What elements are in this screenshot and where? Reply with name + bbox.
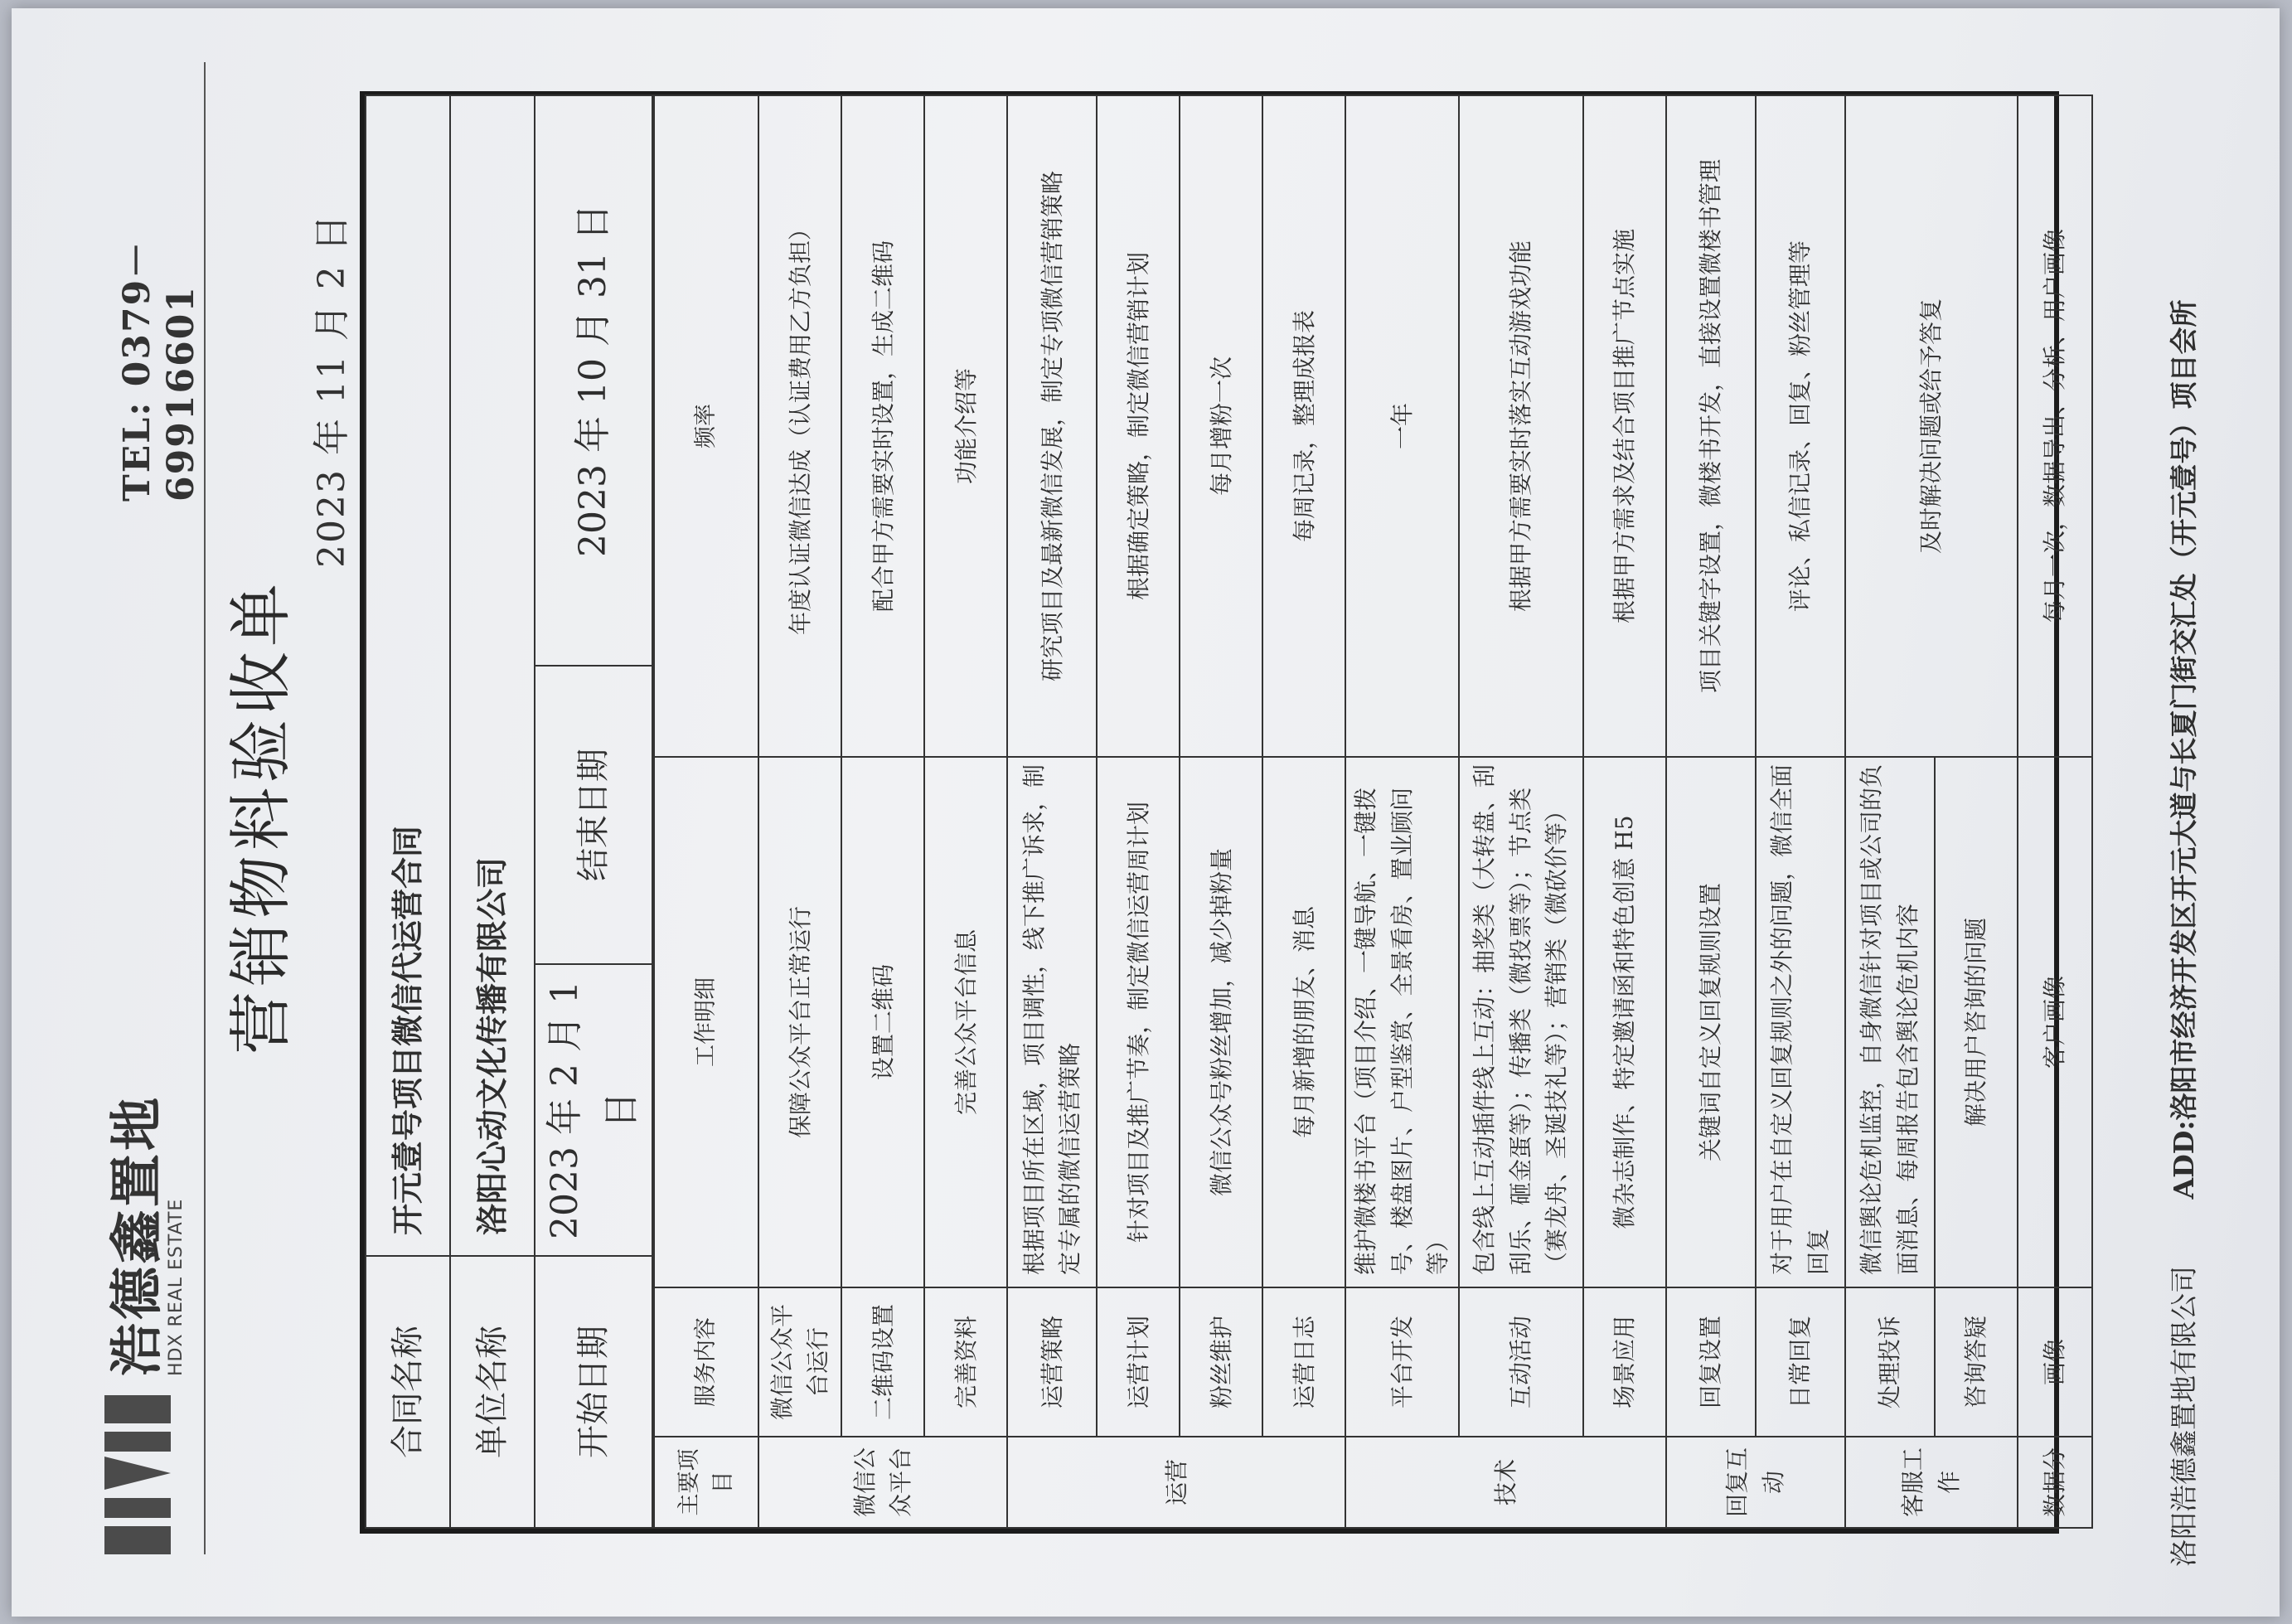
category-cell: 微信公众平台: [758, 1437, 1007, 1528]
logo-mark-icon: [104, 1393, 171, 1554]
document-footer: [2163, 41, 2202, 1567]
frequency-cell: 研究项目及最新微信发展，制定专项微信营销策略: [1007, 95, 1097, 757]
frequency-cell: 配合甲方需要实时设置，生成二维码: [841, 95, 924, 757]
telephone: TEL: 0379－69916601: [116, 240, 202, 502]
header-detail: 工作明细: [654, 757, 758, 1287]
header-service: 服务内容: [654, 1287, 758, 1437]
unit-name-row: [450, 95, 535, 1528]
service-cell: 画像: [2018, 1287, 2092, 1437]
table-row: [1666, 95, 1756, 1528]
table-row: [1345, 95, 1458, 1528]
service-cell: 处理投诉: [1845, 1287, 1935, 1437]
header-main-item: 主要项目: [654, 1437, 758, 1528]
contract-info-table: [365, 95, 653, 1529]
table-row: [1583, 95, 1666, 1528]
frequency-cell: 一年: [1345, 95, 1458, 757]
end-date-value: 2023 年 10 月 31 日: [535, 95, 652, 666]
document-date: 2023 年 11 月 2 日: [311, 213, 353, 568]
logo-name-cn: 浩德鑫置地: [107, 1094, 168, 1376]
frequency-cell: 每月一次，数据导出、分析、用户画像: [2018, 95, 2092, 757]
service-cell: 粉丝维护: [1180, 1287, 1262, 1437]
table-row: [1845, 95, 1935, 1528]
table-row: [1007, 95, 1097, 1528]
start-date-value: 2023 年 2 月 1 日: [535, 964, 652, 1256]
contract-name-value: 开元壹号项目微信代运营合同: [366, 95, 450, 1256]
detail-cell: 解决用户咨询的问题: [1935, 757, 2018, 1287]
table-row: [924, 95, 1007, 1528]
company-logo: [86, 974, 202, 1554]
frequency-cell: 及时解决问题或给予答复: [1845, 95, 2018, 757]
footer-address: ADD:洛阳市经济开发区开元大道与长夏门街交汇处（开元壹号）项目会所: [2168, 299, 2200, 1200]
header-frequency: 频率: [654, 95, 758, 757]
detail-cell: 客户画像: [2018, 757, 2092, 1287]
detail-cell: 保障公众平台正常运行: [758, 757, 841, 1287]
detail-cell: 对于用户在自定义回复规则之外的问题，微信全面回复: [1756, 757, 1845, 1287]
category-cell: 运营: [1007, 1437, 1345, 1528]
frequency-cell: 根据甲方需要实时落实互动游戏功能: [1459, 95, 1583, 757]
service-items-table: [653, 95, 2092, 1529]
detail-cell: 每月新增的朋友、消息: [1262, 757, 1345, 1287]
service-cell: 互动活动: [1459, 1287, 1583, 1437]
logo-name-en: HDX REAL ESTATE: [166, 1198, 187, 1376]
table-row: [841, 95, 924, 1528]
table-row: [758, 95, 841, 1528]
frequency-cell: 每月增粉一次: [1180, 95, 1262, 757]
category-cell: 回复互动: [1666, 1437, 1845, 1528]
detail-cell: 设置二维码: [841, 757, 924, 1287]
detail-cell: 微杂志制作、特定邀请函和特色创意 H5: [1583, 757, 1666, 1287]
start-date-label: 开始日期: [535, 1256, 652, 1528]
service-cell: 咨询答疑: [1935, 1287, 2018, 1437]
detail-cell: 完善公众平台信息: [924, 757, 1007, 1287]
service-cell: 微信公众平台运行: [758, 1287, 841, 1437]
frequency-cell: 根据确定策略，制定微信营销计划: [1097, 95, 1180, 757]
service-cell: 场景应用: [1583, 1287, 1666, 1437]
service-cell: 二维码设置: [841, 1287, 924, 1437]
table-row: [1262, 95, 1345, 1528]
detail-cell: 包含线上互动插件线上互动：抽奖类（大转盘、刮刮乐、砸金蛋等）；传播类（微投票等）；节点类（赛龙舟、圣诞技礼等）；营销类（微砍价等）: [1459, 757, 1583, 1287]
document-page: [41, 37, 2279, 1596]
table-row: [1459, 95, 1583, 1528]
category-cell: 技术: [1345, 1437, 1665, 1528]
unit-name-label: 单位名称: [450, 1256, 535, 1528]
table-row: [1097, 95, 1180, 1528]
document-title: 营销物料验收单: [224, 579, 298, 1054]
category-cell: 客服工作: [1845, 1437, 2018, 1528]
header-divider: [204, 62, 206, 1554]
table-header-row: [654, 95, 758, 1528]
paper-sheet: [12, 8, 2280, 1617]
frequency-cell: 根据甲方需求及结合项目推广节点实施: [1583, 95, 1666, 757]
detail-cell: 微信舆论危机监控，自身微信针对项目或公司的负面消息、每周报告包含舆论危机内容: [1845, 757, 1935, 1287]
service-cell: 日常回复: [1756, 1287, 1845, 1437]
service-cell: 运营日志: [1262, 1287, 1345, 1437]
frequency-cell: 年度认证微信达成（认证费用乙方负担）: [758, 95, 841, 757]
frequency-cell: 评论、私信记录、回复、粉丝管理等: [1756, 95, 1845, 757]
acceptance-table: [360, 91, 2068, 1534]
service-cell: 运营计划: [1097, 1287, 1180, 1437]
category-cell: 数据分: [2018, 1437, 2092, 1528]
table-row: [1756, 95, 1845, 1528]
detail-cell: 针对项目及推广节奏，制定微信运营周计划: [1097, 757, 1180, 1287]
footer-company: 洛阳浩德鑫置地有限公司: [2168, 1266, 2200, 1567]
detail-cell: 关键词自定义回复规则设置: [1666, 757, 1756, 1287]
date-range-row: [535, 95, 652, 1528]
service-cell: 运营策略: [1007, 1287, 1097, 1437]
frequency-cell: 每周记录，整理成报表: [1262, 95, 1345, 757]
service-cell: 回复设置: [1666, 1287, 1756, 1437]
contract-name-row: [366, 95, 450, 1528]
frequency-cell: 项目关键字设置，微楼书开发，直接设置微楼书管理: [1666, 95, 1756, 757]
service-cell: 平台开发: [1345, 1287, 1458, 1437]
table-row: [1180, 95, 1262, 1528]
unit-name-value: 洛阳心动文化传播有限公司: [450, 95, 535, 1256]
end-date-label: 结束日期: [535, 666, 652, 964]
frequency-cell: 功能介绍等: [924, 95, 1007, 757]
service-cell: 完善资料: [924, 1287, 1007, 1437]
contract-name-label: 合同名称: [366, 1256, 450, 1528]
detail-cell: 微信公众号粉丝增加，减少掉粉量: [1180, 757, 1262, 1287]
table-row: [2018, 95, 2092, 1528]
detail-cell: 维护微楼书平台（项目介绍、一键导航、一键拨号、楼盘图片、户型鉴赏、全景看房、置业顾问等）: [1345, 757, 1458, 1287]
detail-cell: 根据项目所在区域，项目调性，线下推广诉求，制定专属的微信运营策略: [1007, 757, 1097, 1287]
